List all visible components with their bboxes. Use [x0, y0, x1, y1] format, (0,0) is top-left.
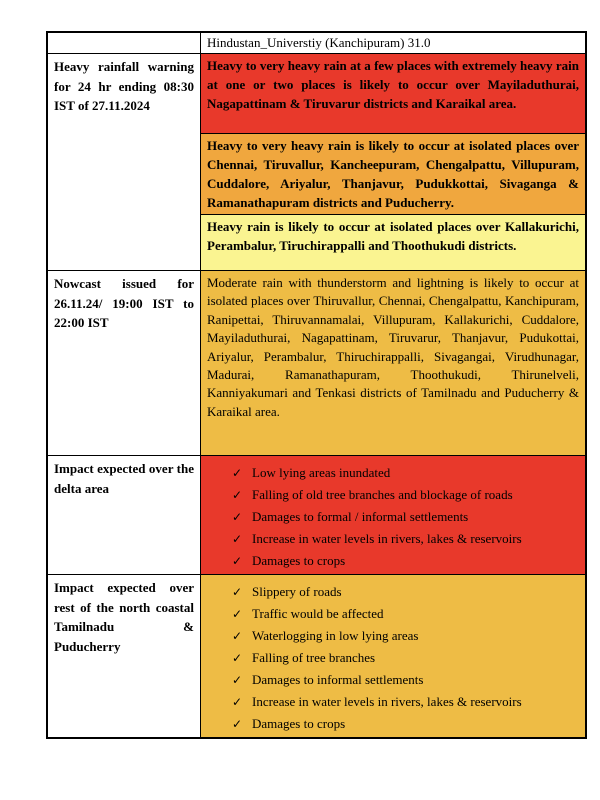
check-icon: ✓	[232, 554, 243, 568]
empty-corner-cell	[47, 32, 201, 54]
impact-delta-row	[47, 456, 586, 575]
list-item-text: Increase in water levels in rivers, lakes & reservoirs	[252, 694, 522, 709]
check-icon: ✓	[232, 510, 243, 524]
nowcast-text-cell: Moderate rain with thunderstorm and lightning is likely to occur at isolated places over Thiruvallur, Chennai, Chengalpattu, Kanchipuram, Ranipettai, Thiruvannamalai, Villupuram, Kallakurichi, Cuddalore, Mayiladuthurai, Nagapattinam, Tiruvarur, Thanjavur, Pudukottai, Ariyalur, Perambalur, Thiruchirappalli, Sivagangai, Virudhunagar, Madurai, Ramanathapuram, Thoothukudi, Thirunelveli, Kanniyakumari and Tenkasi districts of Tamilnadu and Puducherry & Karaikal area.	[201, 271, 587, 456]
list-item-text: Damages to formal / informal settlements	[252, 509, 469, 524]
impact-rest-label: Impact expected over rest of the north coastal Tamilnadu & Puducherry	[47, 575, 201, 739]
impact-delta-label: Impact expected over the delta area	[47, 456, 201, 575]
impact-delta-cell	[201, 456, 587, 575]
list-item	[201, 647, 581, 669]
check-icon: ✓	[232, 651, 243, 665]
warning-row-red	[47, 54, 586, 134]
impact-rest-list	[201, 581, 581, 735]
list-item	[201, 550, 581, 572]
list-item-text: Falling of tree branches	[252, 650, 376, 665]
check-icon: ✓	[232, 607, 243, 621]
list-item-text: Traffic would be affected	[252, 606, 384, 621]
nowcast-row	[47, 271, 586, 456]
list-item-text: Slippery of roads	[252, 584, 342, 599]
list-item	[201, 581, 581, 603]
check-icon: ✓	[232, 717, 243, 731]
check-icon: ✓	[232, 695, 243, 709]
list-item-text: Damages to informal settlements	[252, 672, 424, 687]
list-item	[201, 691, 581, 713]
check-icon: ✓	[232, 532, 243, 546]
list-item	[201, 462, 581, 484]
check-icon: ✓	[232, 466, 243, 480]
warning-red-cell: Heavy to very heavy rain at a few places with extremely heavy rain at one or two places is likely to occur over Mayiladuthurai, Nagapattinam & Tiruvarur districts and Karaikal area.	[201, 54, 587, 134]
check-icon: ✓	[232, 629, 243, 643]
list-item-text: Damages to crops	[252, 716, 346, 731]
list-item-text: Waterlogging in low lying areas	[252, 628, 419, 643]
list-item-text: Increase in water levels in rivers, lakes & reservoirs	[252, 531, 522, 546]
warning-orange-cell: Heavy to very heavy rain is likely to occur at isolated places over Chennai, Tiruvallur, Kancheepuram, Chengalpattu, Villupuram, Cuddalore, Ariyalur, Thanjavur, Pudukkottai, Sivaganga & Ramanathapuram districts and Puducherry.	[201, 134, 587, 215]
check-icon: ✓	[232, 673, 243, 687]
list-item	[201, 625, 581, 647]
impact-rest-cell	[201, 575, 587, 739]
list-item-text: Damages to crops	[252, 553, 346, 568]
list-item	[201, 603, 581, 625]
weather-warning-table	[46, 31, 587, 739]
impact-rest-row	[47, 575, 586, 739]
impact-delta-list	[201, 462, 581, 572]
station-title: Hindustan_Universtiy (Kanchipuram) 31.0	[201, 32, 587, 54]
list-item	[201, 528, 581, 550]
nowcast-label: Nowcast issued for 26.11.24/ 19:00 IST to 22:00 IST	[47, 271, 201, 456]
list-item	[201, 506, 581, 528]
list-item-text: Falling of old tree branches and blockage of roads	[252, 487, 513, 502]
check-icon: ✓	[232, 488, 243, 502]
station-row	[47, 32, 586, 54]
warning-label: Heavy rainfall warning for 24 hr ending 08:30 IST of 27.11.2024	[47, 54, 201, 271]
list-item	[201, 713, 581, 735]
check-icon: ✓	[232, 585, 243, 599]
list-item	[201, 484, 581, 506]
list-item-text: Low lying areas inundated	[252, 465, 391, 480]
warning-yellow-cell: Heavy rain is likely to occur at isolated places over Kallakurichi, Perambalur, Tiruchirappalli and Thoothukudi districts.	[201, 215, 587, 271]
list-item	[201, 669, 581, 691]
